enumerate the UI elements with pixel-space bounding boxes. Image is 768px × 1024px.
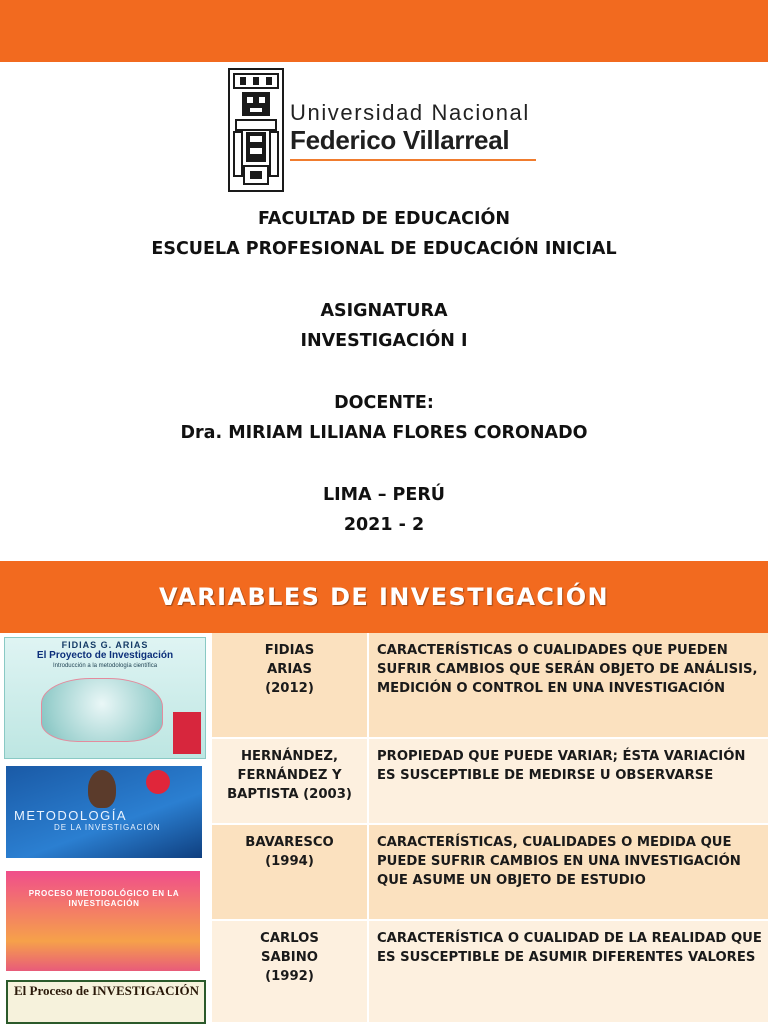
book-cover-hernandez	[6, 766, 202, 858]
subject-name: INVESTIGACIÓN I	[300, 331, 468, 351]
author-cell: CARLOS SABINO (1992)	[212, 921, 369, 1022]
book-covers-column	[0, 633, 212, 1024]
table-row	[212, 921, 768, 1024]
book-title: PROCESO METODOLÓGICO EN LA INVESTIGACIÓN	[28, 889, 180, 908]
definition-cell: CARACTERÍSTICAS, CUALIDADES O MEDIDA QUE PUEDE SUFRIR CAMBIOS EN UNA INVESTIGACIÓN QUE ASUME UN OBJETO DE ESTUDIO	[377, 835, 741, 888]
author-cell: HERNÁNDEZ, FERNÁNDEZ Y BAPTISTA (2003)	[212, 739, 369, 823]
author-cell: BAVARESCO (1994)	[212, 825, 369, 919]
section-title: VARIABLES DE INVESTIGACIÓN	[158, 583, 610, 611]
school-name: ESCUELA PROFESIONAL DE EDUCACIÓN INICIAL	[151, 239, 617, 259]
cover-badge	[173, 712, 201, 754]
table-row	[212, 633, 768, 739]
book-subtitle: Introducción a la metodología científica	[52, 663, 158, 669]
period: 2021 - 2	[343, 515, 425, 535]
teacher-name: Dra. MIRIAM LILIANA FLORES CORONADO	[180, 423, 588, 443]
book-cover-bavaresco	[6, 871, 200, 971]
faculty-name: FACULTAD DE EDUCACIÓN	[257, 209, 511, 229]
bird-illustration	[88, 770, 116, 808]
portrait-illustration	[41, 678, 163, 742]
place: LIMA – PERÚ	[322, 485, 446, 505]
university-logo	[228, 68, 544, 194]
table-row	[212, 739, 768, 825]
logo-line-1: Universidad Nacional	[290, 100, 530, 125]
book-author: FIDIAS G. ARIAS	[61, 640, 149, 650]
definitions-content	[0, 633, 768, 1024]
subject-label: ASIGNATURA	[320, 301, 448, 321]
book-title: El Proyecto de Investigación	[36, 650, 174, 661]
top-accent-bar	[0, 0, 768, 62]
book-cover-sabino	[6, 980, 206, 1024]
definition-cell: PROPIEDAD QUE PUEDE VARIAR; ÉSTA VARIACIÓN ES SUSCEPTIBLE DE MEDIRSE U OBSERVARSE	[377, 749, 746, 783]
book-title: El Proceso de INVESTIGACIÓN	[14, 983, 200, 998]
teacher-label: DOCENTE:	[334, 393, 434, 413]
university-emblem-icon	[228, 68, 284, 192]
definition-cell: CARACTERÍSTICAS O CUALIDADES QUE PUEDEN SUFRIR CAMBIOS QUE SERÁN OBJETO DE ANÁLISIS, MEDICIÓN O CONTROL EN UNA INVESTIGACIÓN	[377, 643, 758, 696]
definitions-table	[212, 633, 768, 1024]
table-row	[212, 825, 768, 921]
book-cover-arias	[4, 637, 206, 759]
book-subtitle: DE LA INVESTIGACIÓN	[54, 823, 161, 832]
cover-badge	[146, 770, 170, 794]
logo-underline	[290, 159, 536, 161]
logo-line-2: Federico Villarreal	[290, 125, 510, 155]
section-banner	[0, 561, 768, 633]
book-title: METODOLOGÍA	[14, 808, 128, 823]
definition-cell: CARACTERÍSTICA O CUALIDAD DE LA REALIDAD QUE ES SUSCEPTIBLE DE ASUMIR DIFERENTES VALORES	[377, 931, 762, 965]
author-cell: FIDIAS ARIAS (2012)	[212, 633, 369, 737]
cover-title-block	[0, 204, 768, 540]
